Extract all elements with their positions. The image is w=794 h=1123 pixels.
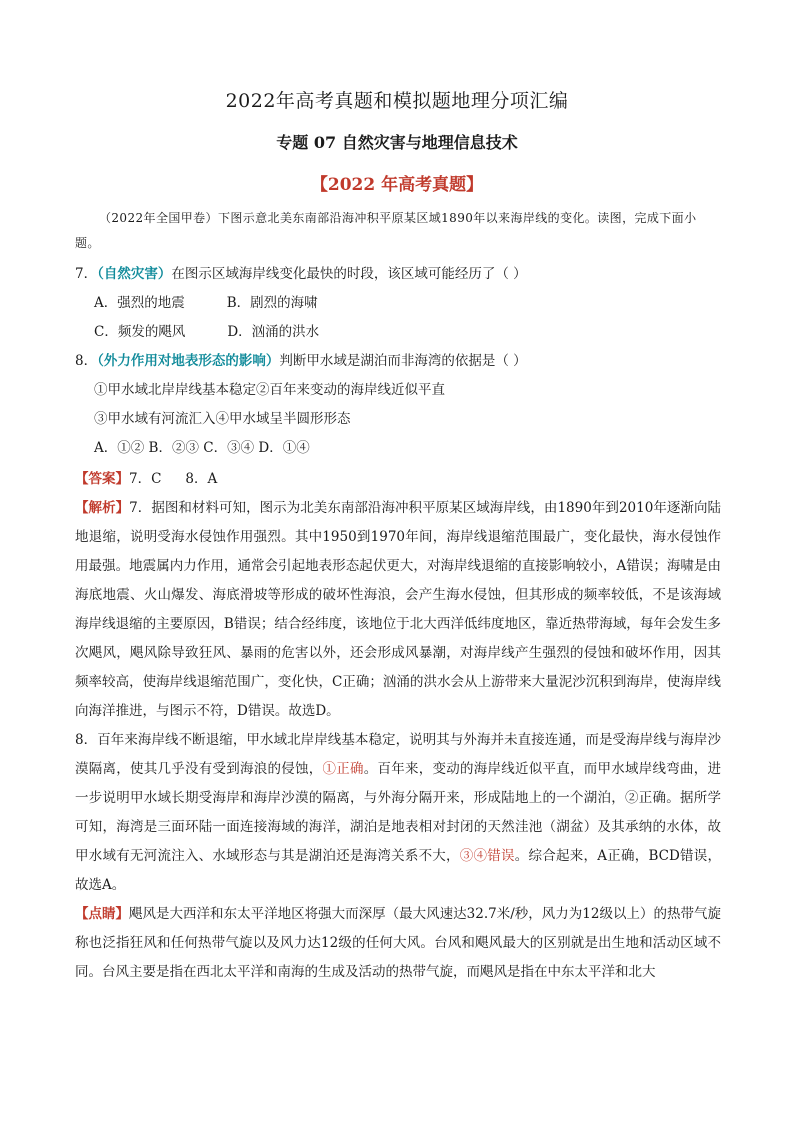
- document-body: [75, 206, 721, 987]
- analysis-paragraph-1: [75, 494, 721, 726]
- tips-text: 飓风是大西洋和东太平洋地区将强大而深厚（最大风速达32.7米/秒，风力为12级以上）的热带气旋称也泛指狂风和任何热带气旋以及风力达12级的任何大风。台风和飓风最大的区别就是出生地和活动区域不同。台风主要是指在西北太平洋和南海的生成及活动的热带气旋，而飓风是指在中东太平洋和北大: [75, 906, 722, 980]
- analysis-text-2c: 。百年来，变动的海岸线近似平直，而甲水域岸线弯曲，进一步说明甲水域长期受海岸和海岸沙漠的隔离，与外海分隔开来，形成陆地上的一个湖泊，②正确。据所学可知，海湾是三面环陆一面连接海域的海洋，湖泊是地表相对封闭的天然洼池（湖盆）及其承纳的水体，故甲水域有无河流注入、水域形态与其是湖泊还是海湾关系不大，: [75, 761, 721, 864]
- question-8-text: 判断甲水域是湖泊而非海湾的依据是（ ）: [279, 353, 527, 369]
- question-7-options-row1: [75, 289, 721, 318]
- section-heading: 【2022 年高考真题】: [310, 175, 484, 195]
- topic-subtitle: 专题 07 自然灾害与地理信息技术: [276, 133, 518, 152]
- option-a: A．强烈的地震: [94, 295, 185, 311]
- document-title: 2022年高考真题和模拟题地理分项汇编: [225, 90, 569, 112]
- option-b: B．剧烈的海啸: [226, 295, 318, 311]
- analysis-text-1: 7．据图和材料可知，图示为北美东南部沿海冲积平原某区域海岸线，由1890年到2010年逐渐向陆地退缩，说明受海水侵蚀作用强烈。其中1950到1970年间，海岸线退缩范围最广，变化最快，海水侵蚀作用最强。地震属内力作用，通常会引起地表形态起伏更大，对海岸线退缩的直接影响较小，A错误；海啸是由海底地震、火山爆发、海底滑坡等形成的破坏性海浪，会产生海水侵蚀，但其形成的频率较低，不是该海域海岸线退缩的主要原因，B错误；结合经纬度，该地位于北大西洋低纬度地区，靠近热带海域，每年会发生多次飓风，飓风除导致狂风、暴雨的危害以外，还会形成风暴潮，对海岸线产生强烈的侵蚀和破坏作用，因其频率较高，使海岸线退缩范围广，变化快，C正确；汹涌的洪水会从上游带来大量泥沙沉积到海岸，使海岸线向海洋推进，与图示不符，D错误。故选D。: [75, 500, 721, 719]
- tips-paragraph: [75, 900, 721, 987]
- answer-7: 7．C: [129, 471, 162, 487]
- question-7-tag: （自然灾害）: [97, 266, 172, 282]
- analysis-highlight-2: ③④错误: [459, 848, 515, 864]
- analysis-text-2e: 。综合起来，A正确，BCD错误，故选A。: [75, 848, 722, 893]
- option-c: C．频发的飓风: [94, 324, 186, 340]
- question-7-stem: [75, 260, 721, 289]
- analysis-highlight-1: ①正确: [322, 761, 364, 777]
- answer-8: 8．A: [185, 471, 218, 487]
- question-intro: （2022年全国甲卷）下图示意北美东南部沿海冲积平原某区域1890年以来海岸线的变化。读图，完成下面小题。: [75, 211, 697, 250]
- question-8-options: A．①② B．②③ C．③④ D．①④: [94, 440, 310, 456]
- question-7-text: 在图示区域海岸线变化最快的时段，该区域可能经历了（ ）: [171, 266, 527, 282]
- question-8-statement-2: ③甲水域有河流汇入④甲水域呈半圆形形态: [94, 411, 351, 427]
- question-8-tag: （外力作用对地表形态的影响）: [97, 353, 280, 369]
- question-8-number: 8．: [75, 353, 98, 369]
- option-d: D．汹涌的洪水: [227, 324, 320, 340]
- analysis-paragraph-2: [75, 726, 721, 900]
- answer-label: 【答案】: [75, 471, 129, 487]
- question-7-number: 7．: [75, 266, 98, 282]
- question-7-options-row2: [75, 318, 721, 347]
- tips-label: 【点睛】: [75, 906, 130, 922]
- analysis-text-2a: 8．百年来海岸线不断退缩，甲水域北岸岸线基本稳定，说明其与外海并未直接连通，而是受海岸线与海岸沙漠隔离，使其几乎没有受到海浪的侵蚀，: [75, 732, 721, 777]
- answer-line: [75, 465, 721, 494]
- analysis-label: 【解析】: [75, 500, 130, 516]
- question-8-stem: [75, 347, 721, 376]
- question-8-statement-1: ①甲水域北岸岸线基本稳定②百年来变动的海岸线近似平直: [94, 382, 445, 398]
